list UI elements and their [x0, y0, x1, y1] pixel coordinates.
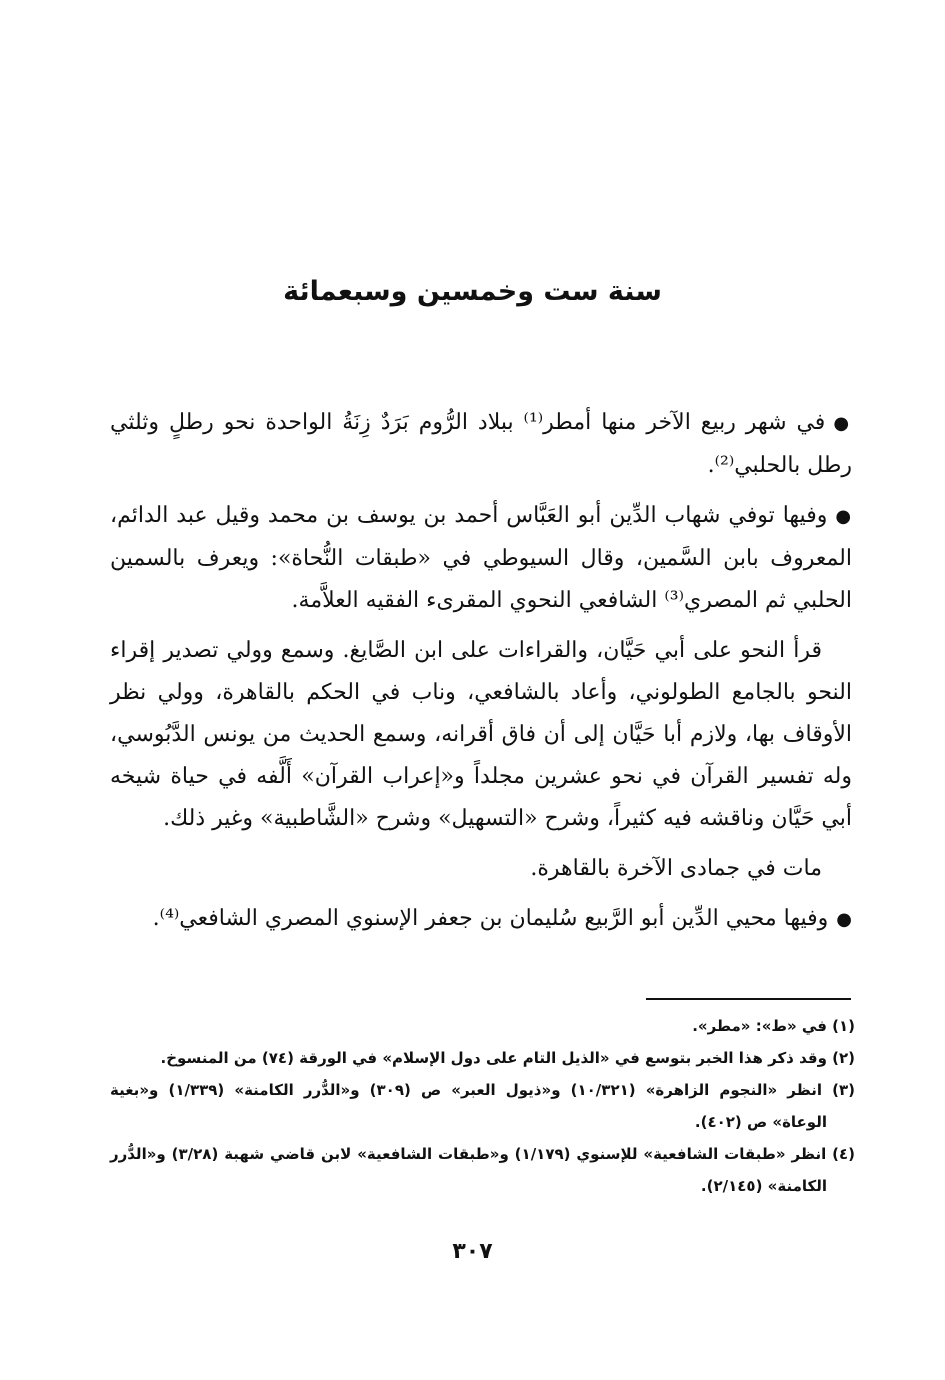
paragraph-text: في شهر ربيع الآخر منها أمطر⁽¹⁾ ببلاد الرُّوم بَرَدٌ زِنَةُ الواحدة نحو رطلٍ وثلثي رطل بالحلبي⁽²⁾. [110, 410, 852, 478]
footnote-2: (٢) وقد ذكر هذا الخبر بتوسع في «الذيل التام على دول الإسلام» في الورقة (٧٤) من المنسوخ. [160, 1049, 855, 1067]
paragraph-died-cairo: مات في جمادى الآخرة بالقاهرة. [530, 856, 822, 881]
paragraph-biography: قرأ النحو على أبي حَيَّان، والقراءات على ابن الصَّايغ. وسمع وولي تصدير إقراء النحو بالجامع الطولوني، وأعاد بالشافعي، وناب في الحكم بالقاهرة، وولي نظر الأوقاف بها، ولازم أبا حَيَّان إلى أن فاق أقرانه، وسمع الحديث من يونس الدَّبُوسي، وله تفسير القرآن في نحو عشرين مجلداً و«إعراب القرآن» أَلَّفه في حياة شيخه أبي حَيَّان وناقشه فيه كثيراً، وشرح «التسهيل» وشرح «الشَّاطبية» وغير ذلك. [110, 638, 853, 831]
footnote-divider [646, 998, 851, 1000]
bullet-icon: ● [833, 413, 852, 434]
bullet-icon: ● [835, 506, 852, 527]
paragraph-rain [110, 402, 852, 487]
footnote-3: (٣) انظر «النجوم الزاهرة» (١٠/٣٢١) و«ذيول العبر» ص (٣٠٩) و«الدُّرر الكامنة» (١/٣٣٩) و«بغية الوعاة» ص (٤٠٢). [110, 1081, 855, 1131]
footnotes [110, 1010, 855, 1202]
footnote-4: (٤) انظر «طبقات الشافعية» للإسنوي (١/١٧٩) و«طبقات الشافعية» لابن قاضي شهبة (٣/٢٨) و«الدُّرر الكامنة» (٢/١٤٥). [110, 1145, 855, 1195]
paragraph-text: وفيها توفي شهاب الدِّين أبو العَبَّاس أحمد بن يوسف بن محمد وقيل عبد الدائم، المعروف بابن السَّمين، وقال السيوطي في «طبقات النُّحاة»: ويعرف بالسمين الحلبي ثم المصري⁽³⁾ الشافعي النحوي المقرىء الفقيه العلاَّمة. [110, 503, 852, 613]
bullet-icon: ● [836, 909, 852, 930]
main-text [110, 402, 852, 949]
page-number: ٣٠٧ [452, 1239, 493, 1264]
paragraph-death-samin [110, 495, 852, 622]
footnote-1: (١) في «ط»: «مطر». [692, 1017, 855, 1035]
paragraph-text: وفيها محيي الدِّين أبو الرَّبيع سُليمان بن جعفر الإسنوي المصري الشافعي⁽⁴⁾. [152, 906, 829, 931]
paragraph-death-isnawi [110, 898, 852, 941]
chapter-title: سنة ست وخمسين وسبعمائة [283, 276, 662, 307]
